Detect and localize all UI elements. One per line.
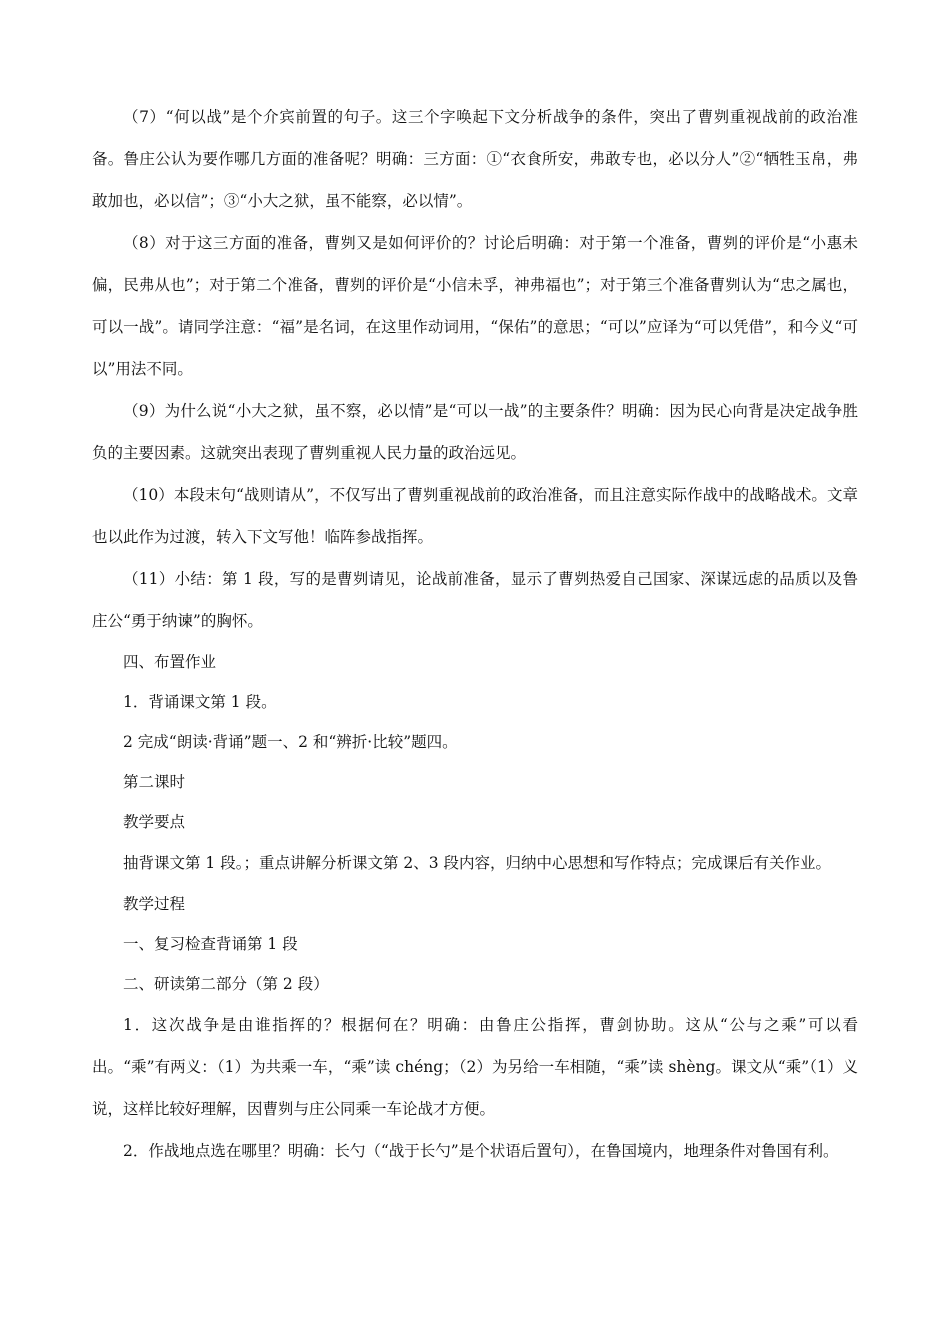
lesson-heading-second: 第二课时 (123, 773, 186, 791)
heading-teaching-points: 教学要点 (123, 813, 186, 831)
homework-item-1: 1．背诵课文第 1 段。 (123, 693, 277, 711)
section-heading-homework: 四、布置作业 (123, 653, 217, 671)
question-2-battle-location: 2．作战地点选在哪里？明确：长勺（“战于长勺”是个状语后置句），在鲁国境内，地理条件对鲁国有利。 (123, 1142, 839, 1160)
process-step-review: 一、复习检查背诵第 1 段 (123, 935, 298, 953)
homework-item-2: 2 完成“朗读·背诵”题一、2 和“辨折·比较”题四。 (123, 733, 458, 751)
heading-teaching-process: 教学过程 (123, 895, 186, 913)
paragraph-10-transition: （10）本段末句“战则请从”，不仅写出了曹刿重视战前的政治准备，而且注意实际作战中的战略战术。文章也以此作为过渡，转入下文写他！临阵参战指挥。 (92, 486, 858, 546)
question-1-commander: 1．这次战争是由谁指挥的？根据何在？明确：由鲁庄公指挥，曹剑协助。这从“公与之乘”可以看出。“乘”有两义：（1）为共乘一车，“乘”读 chéng；（2）为另给一车相随，“乘”读 shèng。课文从“乘”（1）义说，这样比较好理解，因曹刿与庄公同乘一车论战才方便。 (92, 1016, 858, 1118)
paragraph-8-evaluation: （8）对于这三方面的准备，曹刿又是如何评价的？讨论后明确：对于第一个准备，曹刿的评价是“小惠未偏，民弗从也”；对于第二个准备，曹刿的评价是“小信未孚，神弗福也”；对于第三个准备曹刿认为“忠之属也，可以一战”。请同学注意：“福”是名词，在这里作动词用，“保佑”的意思；“可以”应译为“可以凭借”，和今义“可以”用法不同。 (92, 234, 858, 378)
paragraph-11-summary: （11）小结：第 1 段，写的是曹刿请见，论战前准备，显示了曹刿热爱自己国家、深谋远虑的品质以及鲁庄公“勇于纳谏”的胸怀。 (92, 570, 858, 630)
paragraph-9-main-condition: （9）为什么说“小大之狱，虽不察，必以情”是“可以一战”的主要条件？明确：因为民心向背是决定战争胜负的主要因素。这就突出表现了曹刿重视人民力量的政治远见。 (92, 402, 858, 462)
paragraph-7-question: （7）“何以战”是个介宾前置的句子。这三个字唤起下文分析战争的条件，突出了曹刿重视战前的政治准备。鲁庄公认为要作哪几方面的准备呢？明确：三方面：①“衣食所安，弗敢专也，必以分人”②“牺牲玉帛，弗敢加也，必以信”；③“小大之狱，虽不能察，必以情”。 (92, 108, 858, 210)
teaching-points-text: 抽背课文第 1 段。；重点讲解分析课文第 2、3 段内容，归纳中心思想和写作特点；完成课后有关作业。 (123, 854, 832, 872)
process-step-study-part-two: 二、研读第二部分（第 2 段） (123, 975, 329, 993)
